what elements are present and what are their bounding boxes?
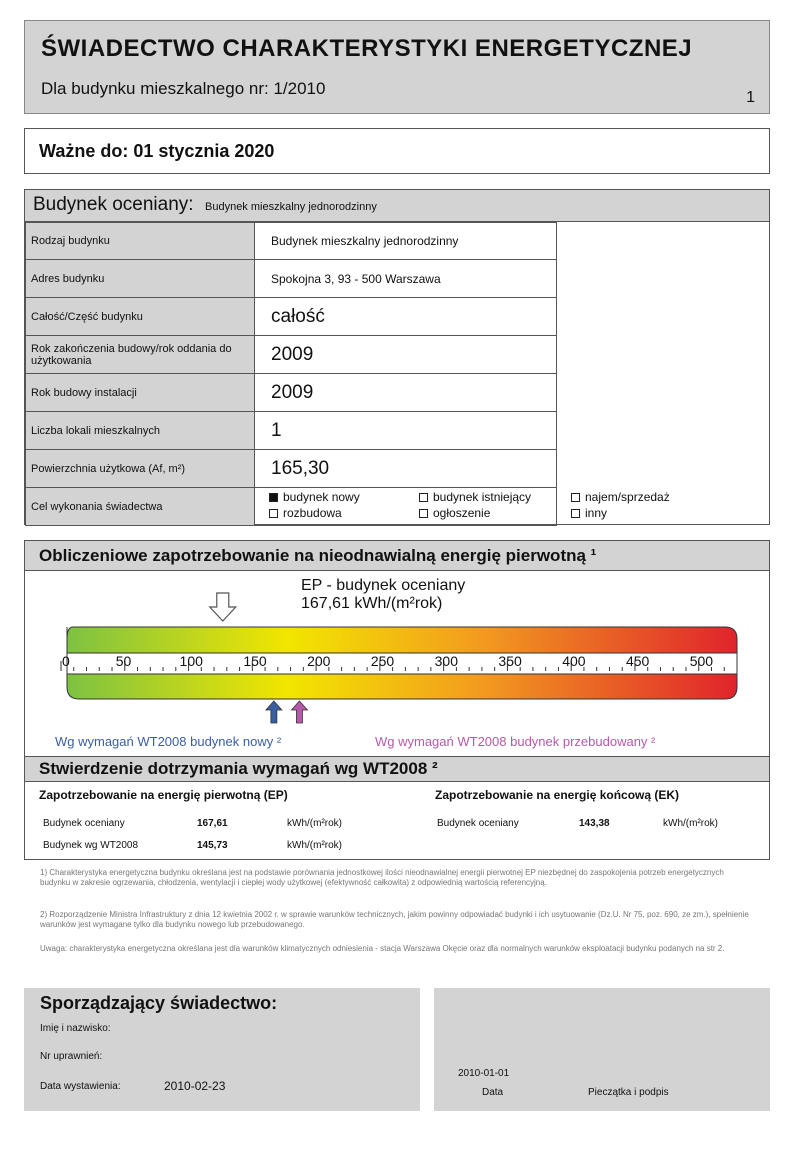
purpose-label: Cel wykonania świadectwa (26, 488, 255, 526)
building-info-table (25, 222, 670, 526)
scale-tick-label: 200 (307, 653, 331, 669)
ep-arrow-icon (210, 593, 236, 621)
scale-bar-top (67, 627, 737, 653)
row-label: Rodzaj budynku (26, 223, 255, 260)
ep-row-value: 145,73 (197, 840, 228, 851)
ek-heading: Zapotrzebowanie na energię końcową (EK) (435, 788, 680, 802)
stamp-box (434, 988, 770, 1111)
scale-tick-label: 0 (62, 653, 70, 669)
row-value: całość (255, 298, 557, 336)
checkbox[interactable] (269, 509, 278, 518)
checkbox[interactable] (571, 509, 580, 518)
table-row (26, 374, 557, 412)
scale-tick-label: 150 (243, 653, 267, 669)
option-other[interactable]: inny (571, 506, 607, 520)
table-row (26, 412, 557, 450)
ep-label (301, 577, 465, 613)
stamp-date-label: Data (482, 1087, 504, 1098)
scale-tick-label: 250 (370, 653, 395, 669)
row-value: 1 (255, 412, 557, 450)
ek-row-unit: kWh/(m²rok) (663, 818, 718, 829)
table-row (26, 260, 557, 298)
valid-until: Ważne do: 01 stycznia 2020 (39, 141, 275, 161)
row-label: Całość/Część budynku (26, 298, 255, 336)
scale-tick-label: 400 (562, 653, 586, 669)
scale-tick-label: 100 (179, 653, 203, 669)
row-label: Rok zakończenia budowy/rok oddania do użytkowania (26, 336, 255, 374)
energy-section (24, 540, 770, 860)
building-heading: Budynek oceniany: (33, 194, 194, 215)
issue-date-label: Data wystawienia: (40, 1081, 121, 1092)
ep-heading: Zapotrzebowanie na energię pierwotną (EP) (39, 788, 288, 802)
row-value: 165,30 (255, 450, 557, 488)
document-subtitle: Dla budynku mieszkalnego nr: 1/2010 (41, 79, 326, 98)
ep-row-label: Budynek wg WT2008 (43, 840, 139, 851)
table-row (26, 450, 557, 488)
requirement-new-arrow-icon (266, 701, 282, 723)
row-label: Liczba lokali mieszkalnych (26, 412, 255, 450)
option-new-building[interactable]: budynek nowy (269, 490, 360, 504)
scale-tick-label: 50 (115, 653, 132, 669)
stamp-date: 2010-01-01 (458, 1068, 510, 1079)
certificate-header (24, 20, 770, 114)
checkbox[interactable] (269, 493, 278, 502)
row-value: Spokojna 3, 93 - 500 Warszawa (255, 260, 557, 298)
name-label: Imię i nazwisko: (40, 1023, 111, 1034)
table-row (26, 488, 557, 526)
empty-photo-area (556, 222, 769, 487)
building-section (24, 189, 770, 525)
ep-label-value: 167,61 kWh/(m²rok) (301, 595, 443, 612)
row-label: Adres budynku (26, 260, 255, 298)
requirement-new-label: Wg wymagań WT2008 budynek nowy ² (55, 734, 282, 749)
ep-row-value: 167,61 (197, 818, 228, 829)
option-announcement[interactable]: ogłoszenie (419, 506, 490, 520)
checkbox[interactable] (419, 493, 428, 502)
validity-box (24, 128, 770, 174)
building-heading-type: Budynek mieszkalny jednorodzinny (205, 201, 377, 213)
issue-date: 2010-02-23 (164, 1079, 226, 1093)
checkbox[interactable] (571, 493, 580, 502)
option-existing-building[interactable]: budynek istniejący (419, 490, 531, 504)
energy-heading: Obliczeniowe zapotrzebowanie na nieodnawialną energię pierwotną ¹ (39, 546, 597, 565)
scale-tick-label: 450 (625, 653, 650, 669)
checkbox[interactable] (419, 509, 428, 518)
table-row (26, 336, 557, 374)
requirement-rebuild-arrow-icon (291, 701, 307, 723)
requirement-rebuild-label: Wg wymagań WT2008 budynek przebudowany ² (375, 734, 656, 749)
preparer-title: Sporządzający świadectwo: (40, 993, 278, 1013)
ep-row-unit: kWh/(m²rok) (287, 818, 342, 829)
option-extension[interactable]: rozbudowa (269, 506, 342, 520)
scale-tick-label: 300 (434, 653, 459, 669)
ep-row-label: Budynek oceniany (43, 818, 125, 829)
ep-row-unit: kWh/(m²rok) (287, 840, 342, 851)
scale-bar-bottom (67, 674, 737, 699)
signature-label: Pieczątka i podpis (588, 1087, 669, 1098)
energy-scale (25, 541, 769, 756)
ek-row-label: Budynek oceniany (437, 818, 519, 829)
preparer-box (24, 988, 420, 1111)
ep-label-title: EP - budynek oceniany (301, 577, 466, 594)
row-value: Budynek mieszkalny jednorodzinny (255, 223, 557, 260)
purpose-options (255, 488, 670, 526)
table-row (26, 223, 557, 260)
license-label: Nr uprawnień: (40, 1051, 103, 1062)
building-section-header (25, 190, 769, 222)
row-label: Rok budowy instalacji (26, 374, 255, 412)
row-label: Powierzchnia użytkowa (Af, m²) (26, 450, 255, 488)
scale-tick-label: 500 (689, 653, 714, 669)
footnote-1: 1) Charakterystyka energetyczna budynku określana jest na podstawie porównania jednostkowej ilości nieodnawialnej energii pierwotnej EP niezbędnej do zaspokojenia potrzeb energetycznych budynku w zakresie ogrzewania, chłodzenia, wentylacji i ciepłej wody użytkowej (efektywność całkowita) z odpowiednią wartością referencyjną. (40, 868, 724, 887)
scale-tick-label: 350 (498, 653, 522, 669)
table-row (26, 298, 557, 336)
compliance-heading: Stwierdzenie dotrzymania wymagań wg WT2008 ² (39, 759, 438, 778)
footnote-note: Uwaga: charakterystyka energetyczna określana jest dla warunków klimatycznych odniesienia - stacja Warszawa Okęcie oraz dla normalnych warunków eksploatacji budynku podanych na str 2. (40, 944, 725, 953)
option-rent-sale[interactable]: najem/sprzedaż (571, 490, 670, 504)
row-value: 2009 (255, 336, 557, 374)
footnote-2: 2) Rozporządzenie Ministra Infrastruktury z dnia 12 kwietnia 2002 r. w sprawie warunków technicznych, jakim powinny odpowiadać budynki i ich usytuowanie (Dz.U. Nr 75, poz. 690, ze zm.), spełnienie warunków jest wymagane tylko dla budynku nowego lub przebudowanego. (40, 910, 749, 929)
compliance-header (25, 756, 769, 782)
row-value: 2009 (255, 374, 557, 412)
document-title: ŚWIADECTWO CHARAKTERYSTYKI ENERGETYCZNEJ (41, 35, 693, 62)
ek-row-value: 143,38 (579, 818, 610, 829)
page-number: 1 (746, 89, 755, 106)
